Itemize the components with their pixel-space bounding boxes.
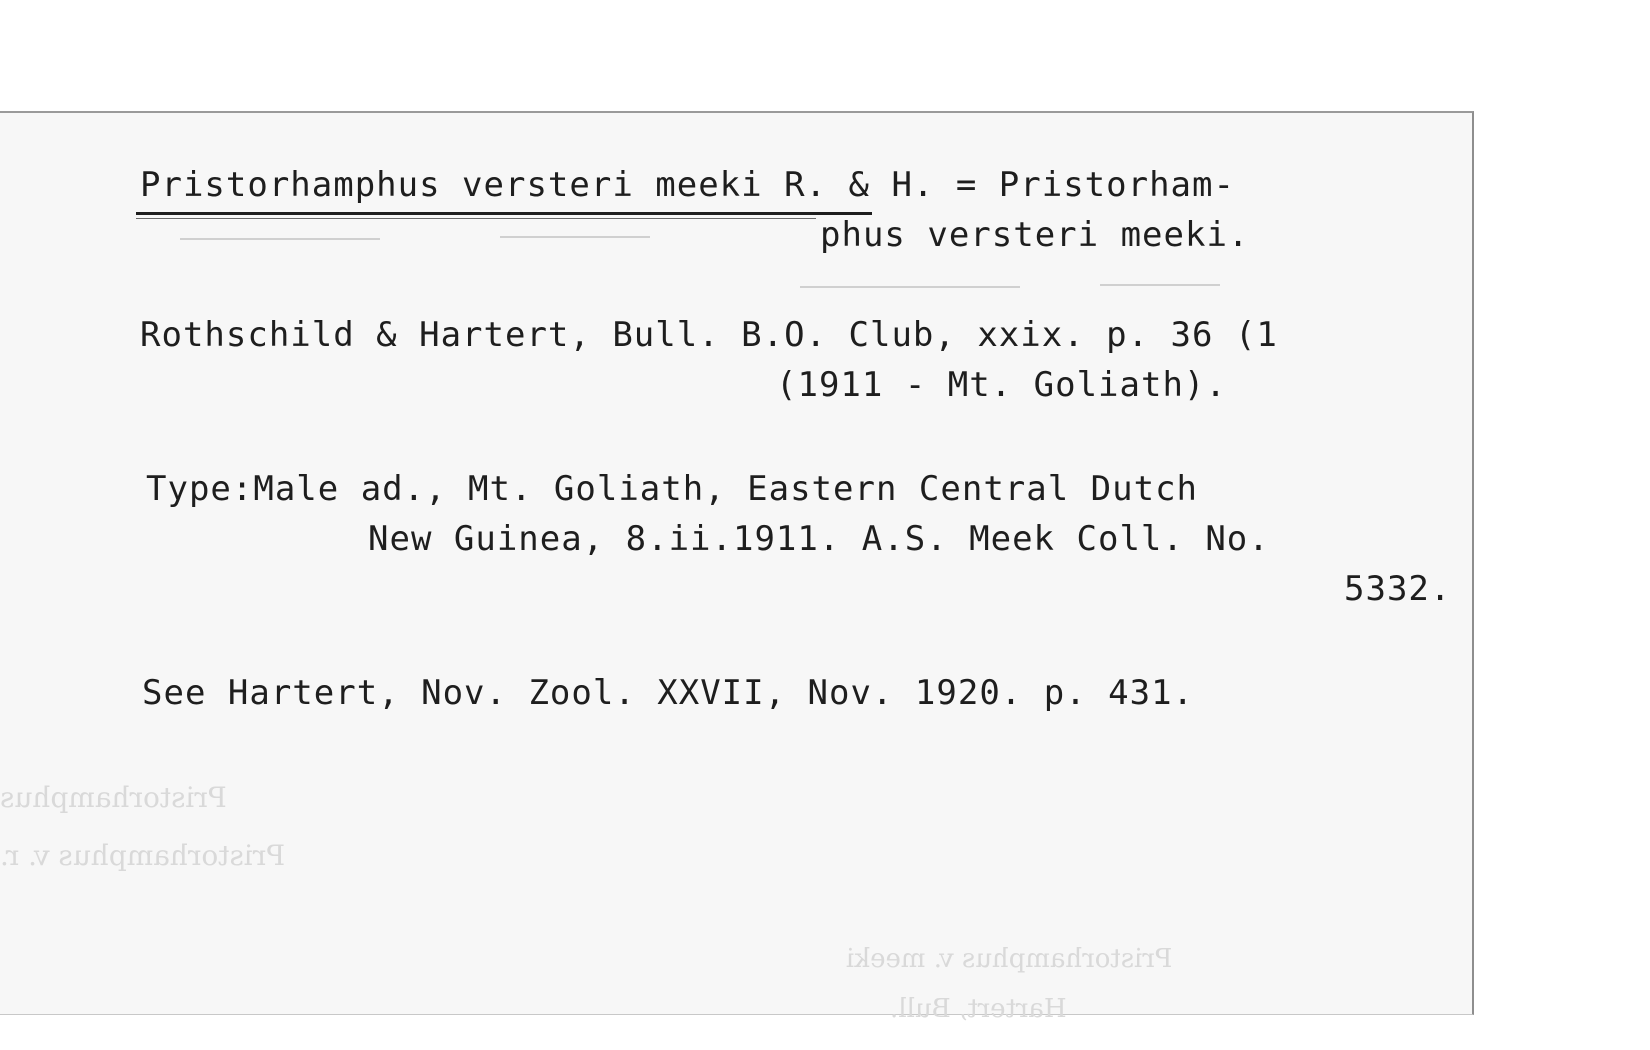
type-specimen-line: Type:Male ad., Mt. Goliath, Eastern Central Dutch [146, 469, 1199, 509]
citation-line: Rothschild & Hartert, Bull. B.O. Club, xxix. p. 36 (1 [140, 315, 1278, 355]
index-card [0, 111, 1474, 1015]
bleed-through-text: Hartert, Bull. [890, 994, 1067, 1024]
scan-speck [1100, 284, 1220, 286]
scan-speck [180, 238, 380, 240]
species-name-underline [136, 212, 872, 215]
bleed-through-text: Pristorhamphus [0, 781, 227, 814]
species-name-line: Pristorhamphus versteri meeki R. & H. = Pristorham- [140, 165, 1235, 205]
bleed-through-text: Pristorhamphus v. r. [0, 839, 286, 872]
species-name-continuation: phus versteri meeki. [820, 215, 1250, 255]
bleed-through-text: Pristorhamphus v. meeki [846, 944, 1173, 974]
type-specimen-continuation: New Guinea, 8.ii.1911. A.S. Meek Coll. No. [368, 519, 1270, 559]
collection-number: 5332. [1344, 569, 1452, 609]
scan-speck [800, 286, 1020, 288]
see-also-reference: See Hartert, Nov. Zool. XXVII, Nov. 1920. p. 431. [142, 673, 1195, 713]
scan-speck [500, 236, 650, 238]
species-name-underline-faint [136, 218, 816, 219]
citation-continuation: (1911 - Mt. Goliath). [776, 365, 1227, 405]
